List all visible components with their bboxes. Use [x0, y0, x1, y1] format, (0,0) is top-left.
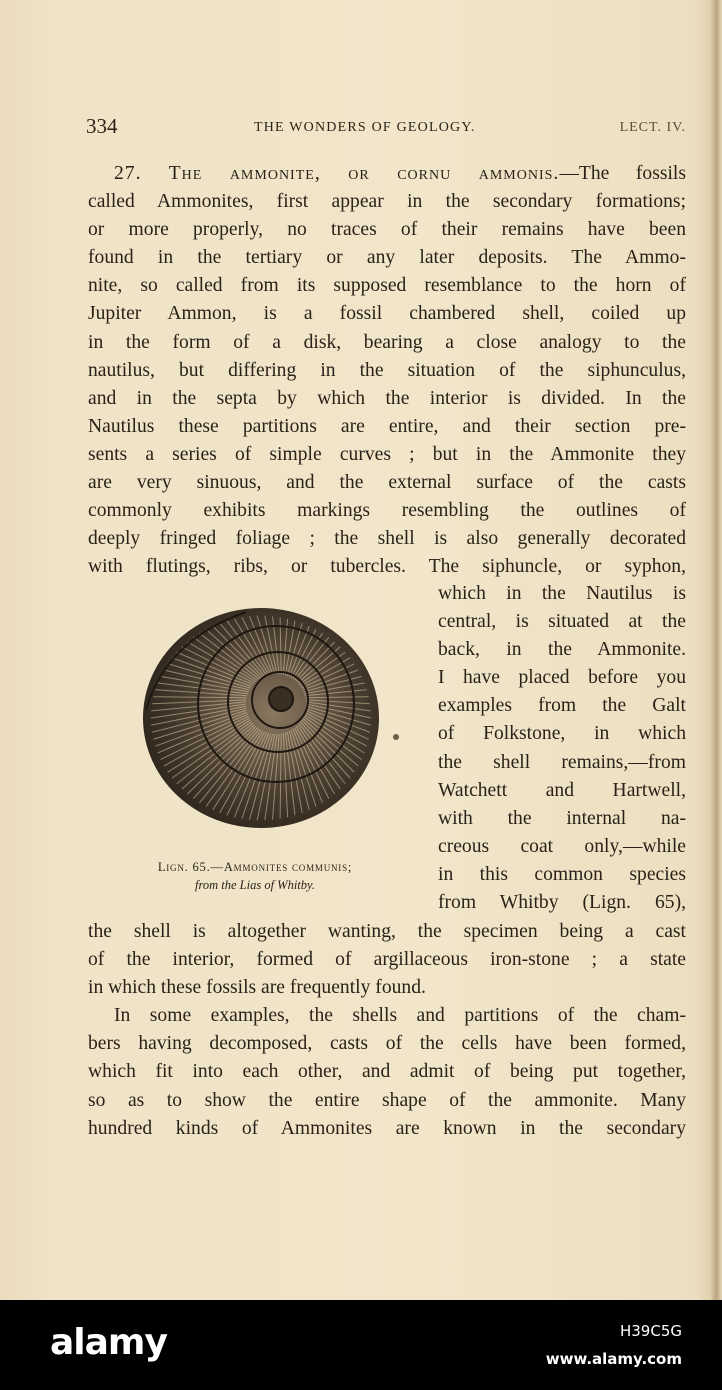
text-line: and in the septa by which the interior is divided. In the [88, 387, 686, 409]
text-line: are very sinuous, and the external surface of the casts [88, 472, 686, 494]
text-line: with flutings, ribs, or tubercles. The siphuncle, or syphon, [88, 556, 686, 578]
text-line: which fit into each other, and admit of being put together, [88, 1061, 686, 1083]
text-line: in which these fossils are frequently found. [88, 977, 426, 999]
text-line: examples from the Galt [438, 695, 686, 717]
text-line: nautilus, but differing in the situation of the siphunculus, [88, 359, 686, 381]
text-line: hundred kinds of Ammonites are known in the secondary [88, 1117, 686, 1139]
text-line: in the form of a disk, bearing a close analogy to the [88, 331, 686, 353]
text-line: sents a series of simple curves ; but in the Ammonite they [88, 443, 686, 465]
text-line: nite, so called from its supposed resemblance to the horn of [88, 275, 686, 297]
margin-mark [393, 734, 399, 740]
text-line: back, in the Ammonite. [438, 639, 686, 661]
text-line: in this common species [438, 863, 686, 885]
caption-source: from the Lias of Whitby. [194, 878, 316, 892]
figure-caption [110, 858, 400, 894]
text-line: called Ammonites, first appear in the secondary formations; [88, 191, 686, 213]
page-edge [710, 0, 722, 1300]
text-line: which in the Nautilus is [438, 583, 686, 604]
text-line: In some examples, the shells and partitions of the cham- [114, 1005, 686, 1027]
page-header [86, 112, 686, 142]
text-line: central, is situated at the [438, 611, 686, 633]
ammonite-figure [126, 600, 386, 840]
watermark-footer [0, 1300, 722, 1390]
text-line: creous coat only,—while [438, 835, 686, 857]
text-line: bers having decomposed, casts of the cells have been formed, [88, 1033, 686, 1055]
ammonite-illustration [126, 600, 386, 840]
text-line: the shell is altogether wanting, the specimen being a cast [88, 921, 686, 942]
text-line: Nautilus these partitions are entire, and their section pre- [88, 415, 686, 437]
running-title: THE WONDERS OF GEOLOGY. [254, 120, 476, 135]
lecture-label: LECT. IV. [619, 120, 686, 135]
section-heading: 27. The ammonite, or cornu ammonis. [114, 163, 560, 184]
text-line: found in the tertiary or any later deposits. The Ammo- [88, 247, 686, 269]
paragraph-continuation [88, 918, 686, 1143]
alamy-logo: alamy [50, 1322, 167, 1363]
caption-title: Lign. 65.—Ammonites communis; [157, 860, 353, 874]
text-line: with the internal na- [438, 807, 686, 829]
text-line: from Whitby (Lign. 65), [438, 892, 686, 914]
text-line: I have placed before you [438, 667, 686, 689]
first-line-rest: —The fossils [559, 163, 686, 184]
text-line: of Folkstone, in which [438, 723, 686, 745]
text-line: Jupiter Ammon, is a fossil chambered shell, coiled up [88, 303, 686, 325]
image-code: H39C5G [619, 1322, 682, 1340]
site-url: www.alamy.com [545, 1350, 682, 1368]
text-line: commonly exhibits markings resembling the outlines of [88, 500, 686, 522]
text-line: deeply fringed foliage ; the shell is also generally decorated [88, 528, 686, 550]
text-line: of the interior, formed of argillaceous iron-stone ; a state [88, 949, 686, 971]
paragraph-ammonite [88, 160, 686, 581]
text-line: so as to show the entire shape of the ammonite. Many [88, 1089, 686, 1111]
paragraph-first-line [88, 160, 686, 188]
text-beside-figure [438, 580, 686, 917]
text-line: the shell remains,—from [438, 751, 686, 773]
page-number: 334 [86, 114, 118, 138]
text-line: Watchett and Hartwell, [438, 779, 686, 801]
text-line: or more properly, no traces of their remains have been [88, 219, 686, 241]
